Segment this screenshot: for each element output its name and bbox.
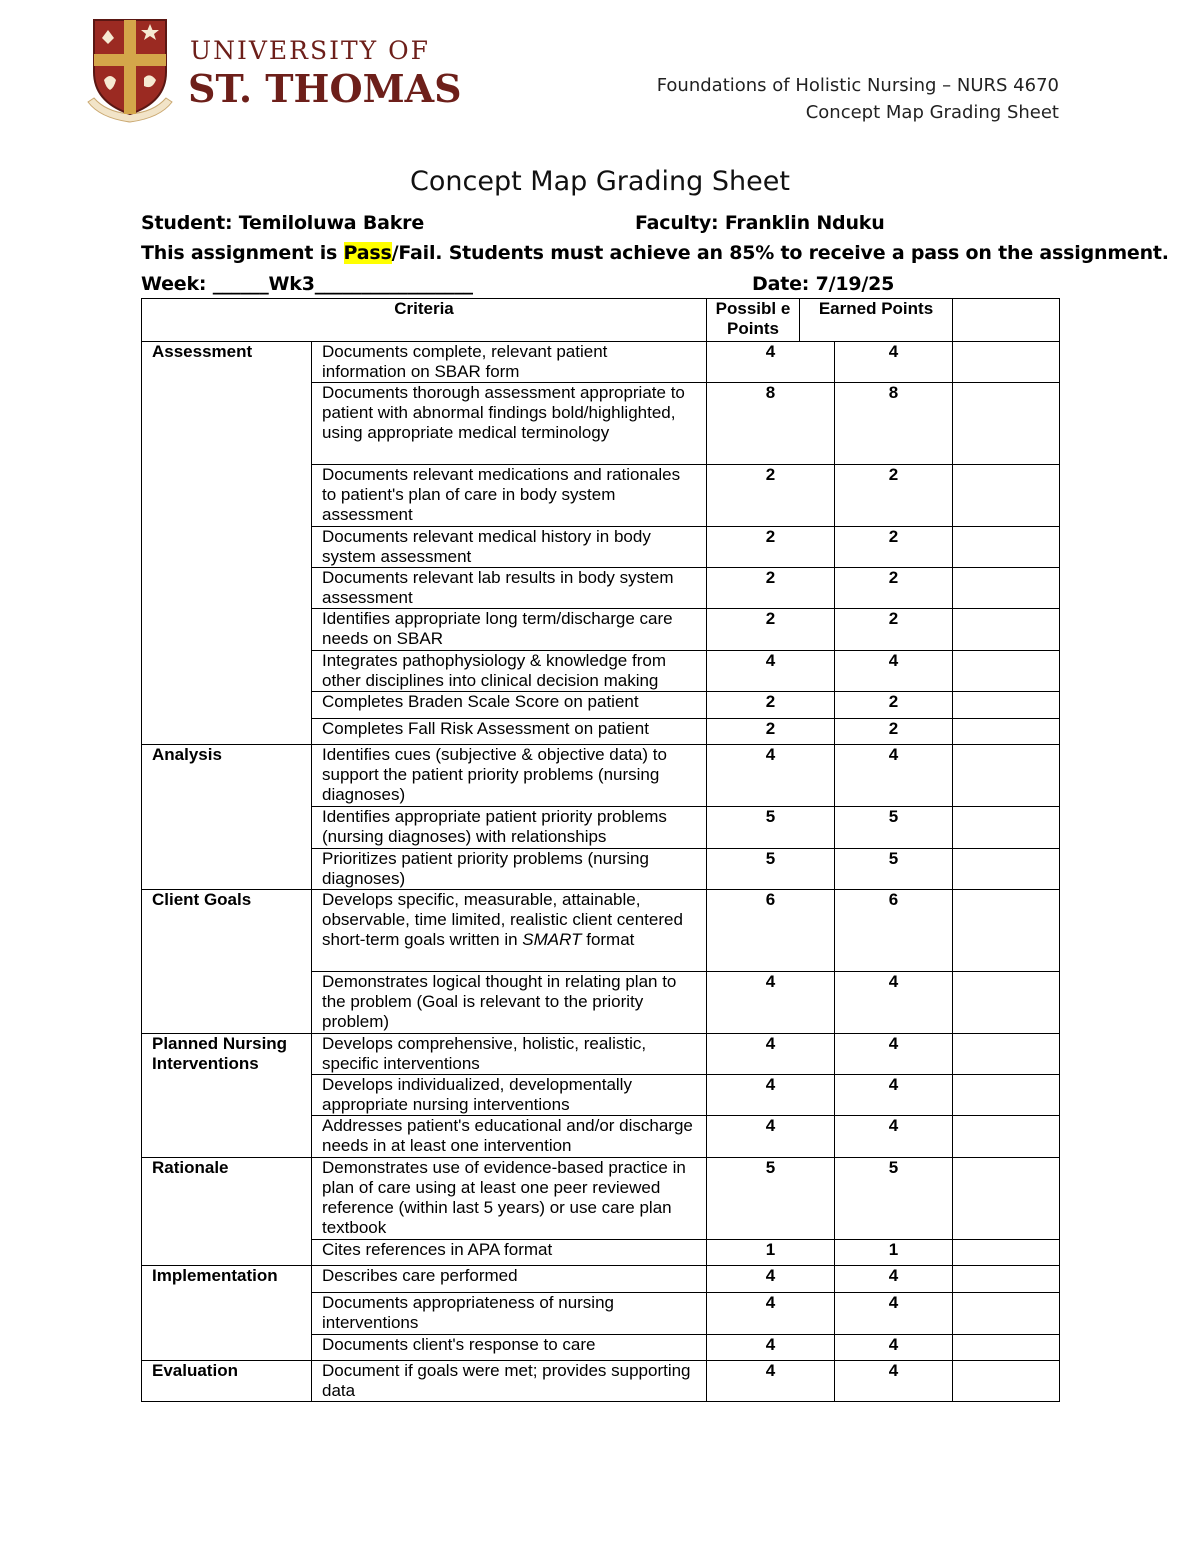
- course-name: Foundations of Holistic Nursing – NURS 4670: [656, 75, 1059, 96]
- possible-points-cell: 4: [707, 1034, 835, 1075]
- extra-cell: [953, 527, 1060, 568]
- extra-cell: [953, 1361, 1060, 1402]
- earned-points-cell: 5: [835, 807, 953, 849]
- possible-points-cell: 4: [707, 972, 835, 1034]
- criterion-cell: Documents complete, relevant patient information on SBAR form: [312, 342, 707, 383]
- crest-icon: [80, 14, 180, 126]
- earned-points-cell: 4: [835, 342, 953, 383]
- criterion-cell: Cites references in APA format: [312, 1240, 707, 1266]
- earned-points-header: Earned Points: [800, 299, 953, 342]
- criterion-cell: Demonstrates logical thought in relating plan to the problem (Goal is relevant to the priority problem): [312, 972, 707, 1034]
- notice-suffix: /Fail. Students must achieve an 85% to receive a pass on the assignment.: [391, 242, 1169, 264]
- possible-points-cell: 1: [707, 1240, 835, 1266]
- extra-cell: [953, 1266, 1060, 1293]
- criteria-header: Criteria: [142, 299, 707, 342]
- criterion-cell: Completes Braden Scale Score on patient: [312, 692, 707, 719]
- extra-cell: [953, 651, 1060, 692]
- table-row: [142, 342, 1060, 383]
- possible-points-header: Possibl e Points: [707, 299, 800, 342]
- criterion-cell: Document if goals were met; provides supporting data: [312, 1361, 707, 1402]
- earned-points-cell: 1: [835, 1240, 953, 1266]
- possible-points-cell: 5: [707, 807, 835, 849]
- pass-highlight: Pass: [343, 242, 392, 264]
- logo-text-st-thomas: ST. THOMAS: [188, 66, 462, 111]
- section-label: Planned Nursing Interventions: [142, 1034, 312, 1158]
- earned-points-cell: 4: [835, 1266, 953, 1293]
- extra-cell: [953, 1240, 1060, 1266]
- earned-points-cell: 2: [835, 568, 953, 609]
- earned-points-cell: 2: [835, 527, 953, 568]
- criterion-cell: [312, 890, 707, 972]
- extra-cell: [953, 1158, 1060, 1240]
- document-title: Concept Map Grading Sheet: [410, 166, 790, 197]
- extra-cell: [953, 807, 1060, 849]
- date-field: Date: 7/19/25: [752, 273, 895, 295]
- criterion-cell: Identifies appropriate patient priority problems (nursing diagnoses) with relationships: [312, 807, 707, 849]
- criterion-cell: Demonstrates use of evidence-based practice in plan of care using at least one peer reviewed reference (within last 5 years) or use care plan textbook: [312, 1158, 707, 1240]
- criterion-cell: Describes care performed: [312, 1266, 707, 1293]
- table-row: [142, 1266, 1060, 1293]
- possible-points-cell: 4: [707, 1293, 835, 1335]
- section-label: Assessment: [142, 342, 312, 745]
- possible-points-cell: 4: [707, 342, 835, 383]
- earned-points-cell: 4: [835, 1075, 953, 1116]
- possible-points-cell: 4: [707, 1266, 835, 1293]
- table-row: [142, 890, 1060, 972]
- extra-cell: [953, 383, 1060, 465]
- extra-cell: [953, 465, 1060, 527]
- possible-points-cell: 5: [707, 1158, 835, 1240]
- extra-cell: [953, 972, 1060, 1034]
- criterion-cell: Documents appropriateness of nursing interventions: [312, 1293, 707, 1335]
- earned-points-cell: 5: [835, 849, 953, 890]
- earned-points-cell: 4: [835, 972, 953, 1034]
- earned-points-cell: 4: [835, 1034, 953, 1075]
- possible-points-cell: 4: [707, 1075, 835, 1116]
- criterion-text: Develops specific, measurable, attainable, observable, time limited, realistic client centered short-term goals written in: [322, 890, 683, 949]
- possible-points-cell: 8: [707, 383, 835, 465]
- criterion-cell: Identifies appropriate long term/discharge care needs on SBAR: [312, 609, 707, 651]
- possible-points-cell: 4: [707, 1361, 835, 1402]
- extra-cell: [953, 890, 1060, 972]
- possible-points-cell: 4: [707, 745, 835, 807]
- extra-cell: [953, 568, 1060, 609]
- earned-points-cell: 2: [835, 609, 953, 651]
- extra-header: [953, 299, 1060, 342]
- possible-points-cell: 2: [707, 692, 835, 719]
- criterion-cell: Develops individualized, developmentally appropriate nursing interventions: [312, 1075, 707, 1116]
- criterion-cell: Documents client's response to care: [312, 1335, 707, 1361]
- earned-points-cell: 4: [835, 651, 953, 692]
- section-label: Rationale: [142, 1158, 312, 1266]
- extra-cell: [953, 342, 1060, 383]
- extra-cell: [953, 1335, 1060, 1361]
- section-label: Analysis: [142, 745, 312, 890]
- earned-points-cell: 4: [835, 1361, 953, 1402]
- possible-points-cell: 2: [707, 527, 835, 568]
- extra-cell: [953, 1293, 1060, 1335]
- earned-points-cell: 6: [835, 890, 953, 972]
- table-row: [142, 1361, 1060, 1402]
- possible-points-cell: 2: [707, 465, 835, 527]
- extra-cell: [953, 1116, 1060, 1158]
- criterion-emphasis: SMART: [522, 930, 582, 949]
- criterion-cell: Develops comprehensive, holistic, realistic, specific interventions: [312, 1034, 707, 1075]
- possible-points-cell: 4: [707, 1335, 835, 1361]
- table-row: [142, 1034, 1060, 1075]
- pass-fail-notice: [141, 242, 1169, 264]
- earned-points-cell: 4: [835, 1116, 953, 1158]
- criterion-cell: Documents relevant medical history in body system assessment: [312, 527, 707, 568]
- extra-cell: [953, 719, 1060, 745]
- page-header: [657, 72, 1059, 126]
- university-logo: [80, 14, 462, 126]
- possible-points-cell: 2: [707, 568, 835, 609]
- logo-text-university-of: UNIVERSITY OF: [190, 36, 430, 65]
- section-label: Client Goals: [142, 890, 312, 1034]
- criterion-cell: Documents relevant medications and rationales to patient's plan of care in body system assessment: [312, 465, 707, 527]
- earned-points-cell: 4: [835, 745, 953, 807]
- criterion-cell: Identifies cues (subjective & objective data) to support the patient priority problems (nursing diagnoses): [312, 745, 707, 807]
- extra-cell: [953, 692, 1060, 719]
- extra-cell: [953, 1075, 1060, 1116]
- earned-points-cell: 8: [835, 383, 953, 465]
- extra-cell: [953, 745, 1060, 807]
- possible-points-cell: 4: [707, 1116, 835, 1158]
- grading-table: [141, 298, 1060, 1402]
- criterion-text: format: [581, 930, 635, 949]
- section-label: Implementation: [142, 1266, 312, 1361]
- possible-points-cell: 2: [707, 719, 835, 745]
- earned-points-cell: 4: [835, 1293, 953, 1335]
- faculty-name: Faculty: Franklin Nduku: [635, 212, 885, 234]
- earned-points-cell: 2: [835, 719, 953, 745]
- criterion-cell: Documents relevant lab results in body system assessment: [312, 568, 707, 609]
- extra-cell: [953, 609, 1060, 651]
- table-row: [142, 1158, 1060, 1240]
- earned-points-cell: 2: [835, 692, 953, 719]
- extra-cell: [953, 1034, 1060, 1075]
- criterion-cell: Addresses patient's educational and/or discharge needs in at least one intervention: [312, 1116, 707, 1158]
- earned-points-cell: 2: [835, 465, 953, 527]
- section-label: Evaluation: [142, 1361, 312, 1402]
- possible-points-cell: 6: [707, 890, 835, 972]
- possible-points-cell: 4: [707, 651, 835, 692]
- earned-points-cell: 4: [835, 1335, 953, 1361]
- student-name: Student: Temiloluwa Bakre: [141, 212, 425, 234]
- criterion-cell: Completes Fall Risk Assessment on patient: [312, 719, 707, 745]
- table-row: [142, 745, 1060, 807]
- extra-cell: [953, 849, 1060, 890]
- possible-points-cell: 5: [707, 849, 835, 890]
- criterion-cell: Integrates pathophysiology & knowledge from other disciplines into clinical decision making: [312, 651, 707, 692]
- criterion-cell: Prioritizes patient priority problems (nursing diagnoses): [312, 849, 707, 890]
- table-header-row: [142, 299, 1060, 342]
- criterion-cell: Documents thorough assessment appropriate to patient with abnormal findings bold/highlighted, using appropriate medical terminology: [312, 383, 707, 465]
- header-subtitle: Concept Map Grading Sheet: [805, 102, 1059, 123]
- week-field: Week: ______Wk3_________________: [141, 273, 473, 295]
- notice-prefix: This assignment is: [141, 242, 344, 264]
- earned-points-cell: 5: [835, 1158, 953, 1240]
- possible-points-cell: 2: [707, 609, 835, 651]
